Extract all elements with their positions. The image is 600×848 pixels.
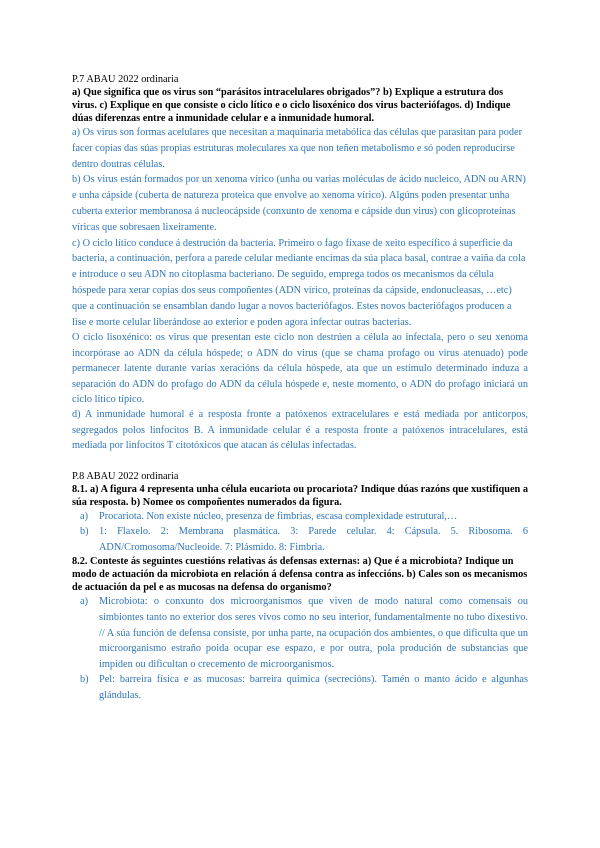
p7-answer-a: a) Os virus son formas acelulares que necesitan a maquinaria metabólica das células que parasitan para poder facer copias das súas propias estruturas moleculares xa que non teñen metabolismo e só poden reproducirse dentro doutras células. — [72, 127, 523, 170]
q82-answer-list — [72, 594, 528, 703]
answer-text: Microbiota: o conxunto dos microorganismos que viven de modo natural como comensais ou simbiontes tanto no exterior dos seres vivos como no seu interior, fundamentalmente no tubo dixestivo. // A súa función de defensa consiste, por unha parte, na ocupación dos ambientes, o que dificulta que un microorganismo estraño poida ocupar ese espazo, e por outra, pola produción de substancias que impiden ou dificultan o crecemento de microorganismos. — [99, 596, 528, 670]
q81-answer-a — [72, 509, 528, 525]
section-gap — [72, 454, 528, 470]
q82-answer-b — [72, 672, 528, 703]
p7-answer-c-lytic: c) O ciclo lítico conduce á destrución da bacteria. Primeiro o fago fíxase de xeito específico á superficie da bacteria, a continuación, perfora a parede celular mediante encimas da súa placa basal, contrae a vaíña da cola e introduce o seu ADN no citoplasma bacteriano. De seguido, emprega todos os mecanismos da célula hóspede para xerar copias dos seus compoñentes (ADN vírico, proteínas da cápside, endonucleasas, …etc) que a continuación se ensamblan dando lugar a novos bacteriófagos. Estes novos bacteriófagos producen a lise e morte celular liberándose ao exterior e poden agora infectar outras bacterias. — [72, 237, 526, 328]
q81-question: 8.1. a) A figura 4 representa unha célula eucariota ou procariota? Indique dúas razóns que xustifiquen a súa resposta. b) Nomee os compoñentes numerados da figura. — [72, 483, 528, 508]
list-marker: a) — [80, 596, 88, 608]
q82-answer-a — [72, 594, 528, 672]
p7-heading: P.7 ABAU 2022 ordinaria — [72, 74, 179, 85]
q81-answer-b — [72, 524, 528, 555]
q81-answer-list — [72, 509, 528, 556]
p7-question: a) Que significa que os virus son “parásitos intracelulares obrigados”? b) Explique a estrutura dos virus. c) Explique en que consiste o ciclo lítico e o ciclo lisoxénico dos virus bacteriófagos. d) Indique dúas diferenzas entre a inmunidade celular e a inmunidade humoral. — [72, 87, 511, 124]
answer-text: 1: Flaxelo. 2: Membrana plasmática. 3: Parede celular. 4: Cápsula. 5. Ribosoma. 6 ADN/Cromosoma/Nucleoide. 7: Plásmido. 8: Fimbria. — [99, 526, 528, 553]
q82-question: 8.2. Conteste ás seguintes cuestións relativas ás defensas externas: a) Que é a microbiota? Indique un modo de actuación da microbiota en relación á defensa contra as infeccións. b) Cales son os mecanismos de actuación da pel e as mucosas na defensa do organismo? — [72, 556, 528, 594]
p7-answer-c-lysogenic: O ciclo lisoxénico: os virus que presentan este ciclo non destrúen a célula ao infectala, pero o seu xenoma incorpórase ao ADN da célula hóspede; o ADN do virus (que se chama profago ou virus atenuado) pode permanecer latente durante varias xeracións da célula hóspede, ata que un estímulo determinado induza a separación do ADN do profago do ADN da célula hóspede e, neste momento, o ADN do profago iniciará un ciclo lítico típico. — [72, 332, 528, 405]
list-marker: b) — [80, 526, 89, 538]
list-marker: a) — [80, 510, 88, 522]
document-page — [72, 73, 528, 704]
p7-answer-d: d) A inmunidade humoral é a resposta fronte a patóxenos extracelulares e está mediada por anticorpos, segregados polos linfocitos B. A inmunidade celular é a resposta fronte a patóxenos intracelulares, está mediada por linfocitos T citotóxicos que atacan ás células infectadas. — [72, 409, 528, 452]
answer-text: Procariota. Non existe núcleo, presenza de fimbrias, escasa complexidade estrutural,… — [99, 510, 458, 522]
p8-heading: P.8 ABAU 2022 ordinaria — [72, 470, 179, 482]
answer-text: Pel: barreira física e as mucosas: barreira química (secrecións). Tamén o manto ácido e algunhas glándulas. — [99, 674, 528, 701]
list-marker: b) — [80, 674, 89, 686]
p7-answer-b: b) Os virus están formados por un xenoma vírico (unha ou varias moléculas de ácido nucleico, ADN ou ARN) e unha cápside (cuberta de natureza proteica que envolve ao xenoma vírico). Algúns poden presentar unha cuberta exterior membranosa á nucleocápside (conxunto de xenoma e cápside dun virus) con glicoproteínas víricas que sobresaen lixeiramente. — [72, 174, 526, 233]
